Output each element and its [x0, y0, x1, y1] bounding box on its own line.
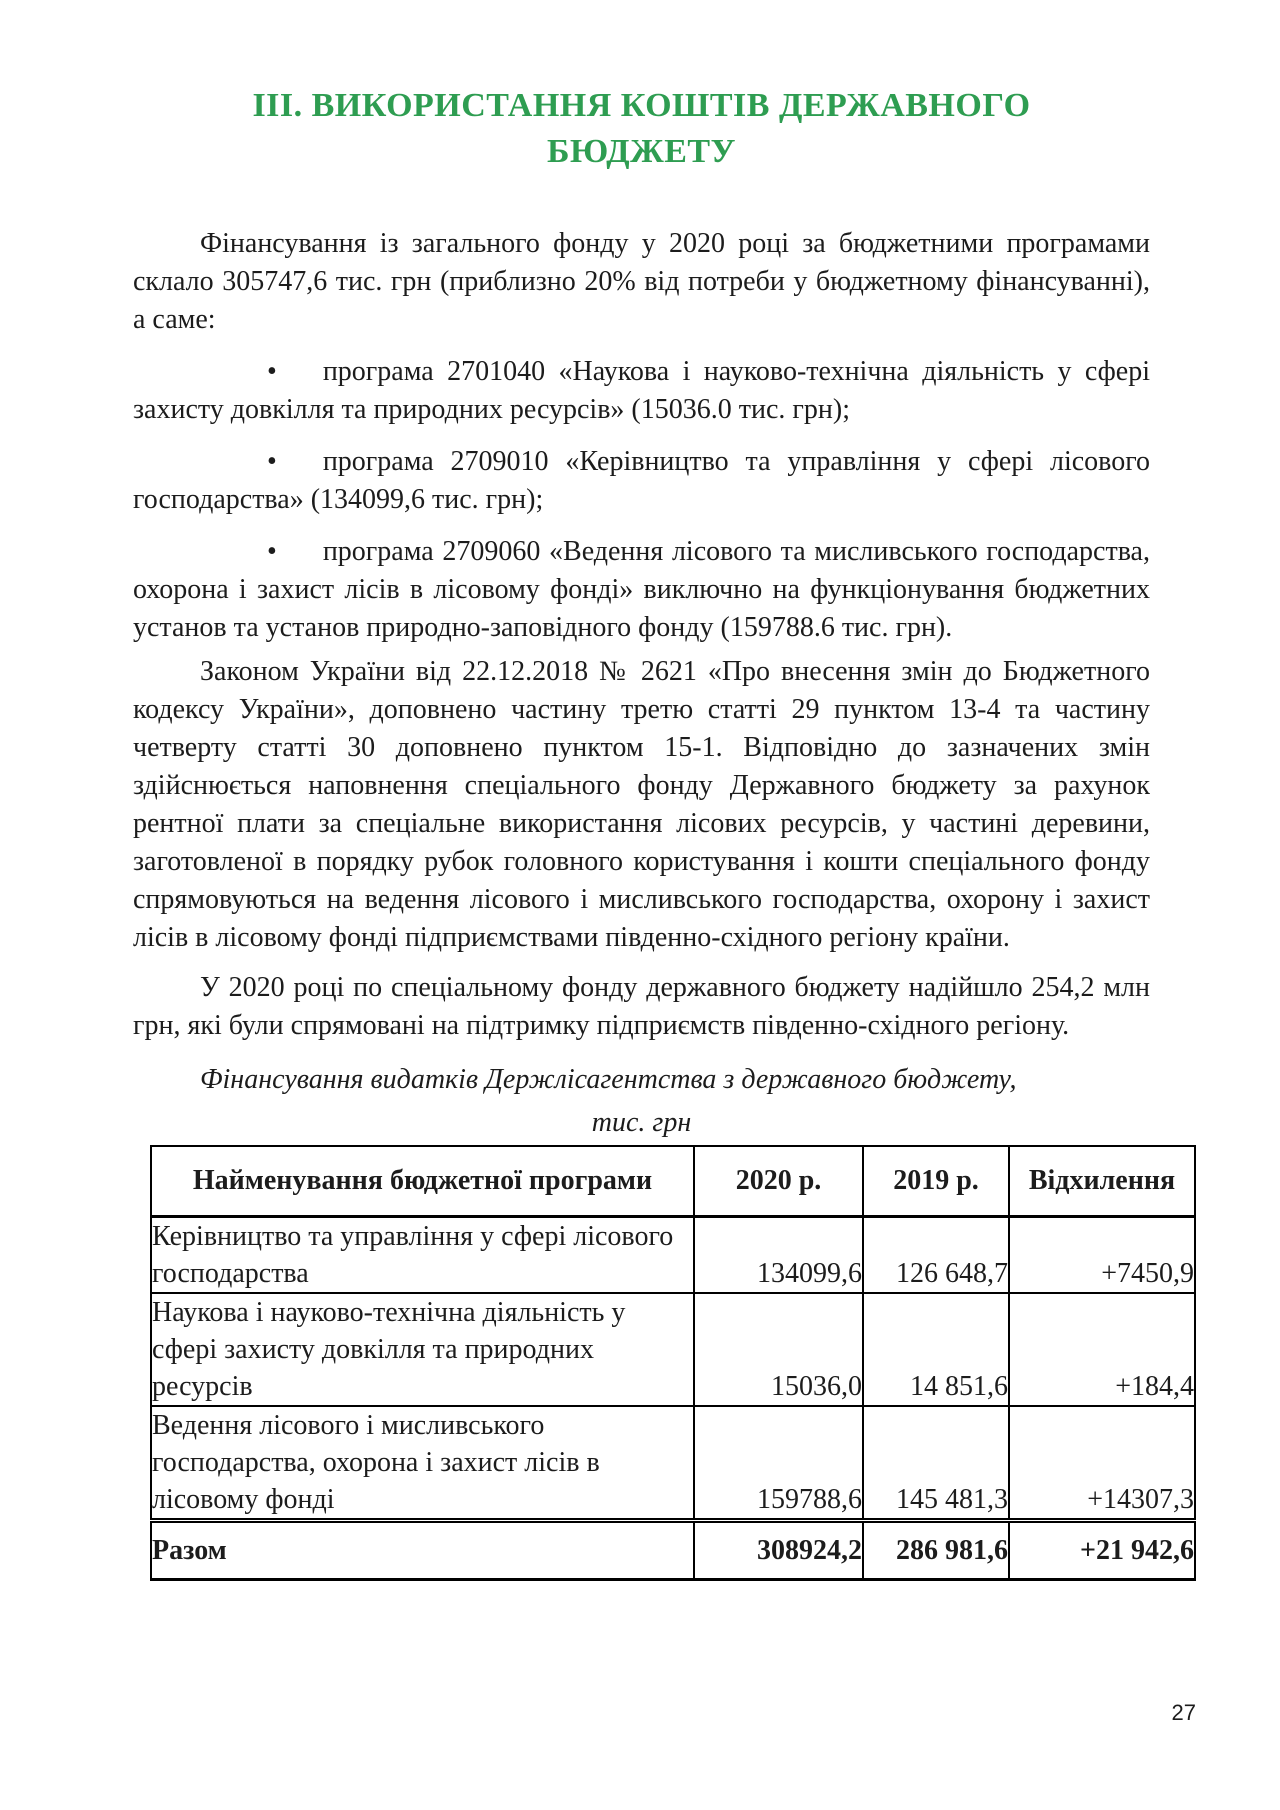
col-header-2019: 2019 р.: [863, 1146, 1009, 1217]
value-2020-cell: 159788,6: [694, 1406, 863, 1521]
value-2020-cell: 134099,6: [694, 1217, 863, 1294]
bullet-text: програма 2709010 «Керівництво та управління у сфері лісового господарства» (134099,6 тис. грн);: [133, 446, 1150, 515]
special-fund-paragraph: У 2020 році по спеціальному фонду державного бюджету надійшло 254,2 млн грн, які були спрямовані на підтримку підприємств південно-східного регіону.: [133, 972, 1150, 1041]
value-2019-cell: 14 851,6: [863, 1293, 1009, 1406]
bullet-icon: •: [267, 356, 277, 387]
deviation-cell: +14307,3: [1009, 1406, 1195, 1521]
table-units-label: тис. грн: [591, 1107, 692, 1138]
table-header-row: [151, 1146, 1195, 1217]
total-2019-cell: 286 981,6: [863, 1521, 1009, 1580]
page-number: 27: [1171, 1700, 1196, 1725]
document-content: [133, 0, 1194, 1581]
value-2019-cell: 126 648,7: [863, 1217, 1009, 1294]
bullet-item-program-2709060: [133, 533, 1150, 647]
program-name-cell: Керівництво та управління у сфері лісового господарства: [151, 1217, 694, 1294]
value-2019-cell: 145 481,3: [863, 1406, 1009, 1521]
table-total-row: [151, 1521, 1195, 1580]
bullet-text: програма 2709060 «Ведення лісового та мисливського господарства, охорона і захист лісів в лісовому фонді» виключно на функціонування бюджетних установ та установ природно-заповідного фонду (159788.6 тис. грн).: [133, 536, 1150, 643]
table-row: [151, 1217, 1195, 1294]
section-title-line1: ІІІ. ВИКОРИСТАННЯ КОШТІВ ДЕРЖАВНОГО: [252, 87, 1031, 124]
table-caption: Фінансування видатків Держлісагентства з державного бюджету,: [200, 1064, 1017, 1095]
bullet-item-program-2709010: [133, 443, 1150, 519]
intro-paragraph: Фінансування із загального фонду у 2020 році за бюджетними програмами склало 305747,6 тис. грн (приблизно 20% від потреби у бюджетному фінансуванні), а саме:: [133, 228, 1150, 335]
bullet-icon: •: [267, 536, 277, 567]
col-header-program-name: Найменування бюджетної програми: [151, 1146, 694, 1217]
col-header-deviation: Відхилення: [1009, 1146, 1195, 1217]
total-2020-cell: 308924,2: [694, 1521, 863, 1580]
table-row: [151, 1406, 1195, 1521]
bullet-icon: •: [267, 446, 277, 477]
value-2020-cell: 15036,0: [694, 1293, 863, 1406]
program-name-cell: Ведення лісового і мисливського господарства, охорона і захист лісів в лісовому фонді: [151, 1406, 694, 1521]
table-row: [151, 1293, 1195, 1406]
total-label-cell: Разом: [151, 1521, 694, 1580]
bullet-text: програма 2701040 «Наукова і науково-технічна діяльність у сфері захисту довкілля та природних ресурсів» (15036.0 тис. грн);: [133, 356, 1150, 425]
budget-table: [150, 1145, 1196, 1581]
total-deviation-cell: +21 942,6: [1009, 1521, 1195, 1580]
col-header-2020: 2020 р.: [694, 1146, 863, 1217]
law-paragraph: Законом України від 22.12.2018 № 2621 «Про внесення змін до Бюджетного кодексу України», доповнено частину третю статті 29 пунктом 13-4 та частину четверту статті 30 доповнено пунктом 15-1. Відповідно до зазначених змін здійснюється наповнення спеціального фонду Державного бюджету за рахунок рентної плати за спеціальне використання лісових ресурсів, у частині деревини, заготовленої в порядку рубок головного користування і кошти спеціального фонду спрямовуються на ведення лісового і мисливського господарства, охорону і захист лісів в лісовому фонді підприємствами південно-східного регіону країни.: [133, 656, 1150, 953]
deviation-cell: +184,4: [1009, 1293, 1195, 1406]
deviation-cell: +7450,9: [1009, 1217, 1195, 1294]
program-name-cell: Наукова і науково-технічна діяльність у сфері захисту довкілля та природних ресурсів: [151, 1293, 694, 1406]
section-title-line2: БЮДЖЕТУ: [546, 133, 737, 170]
bullet-item-program-2701040: [133, 353, 1150, 429]
section-title: [133, 83, 1150, 175]
